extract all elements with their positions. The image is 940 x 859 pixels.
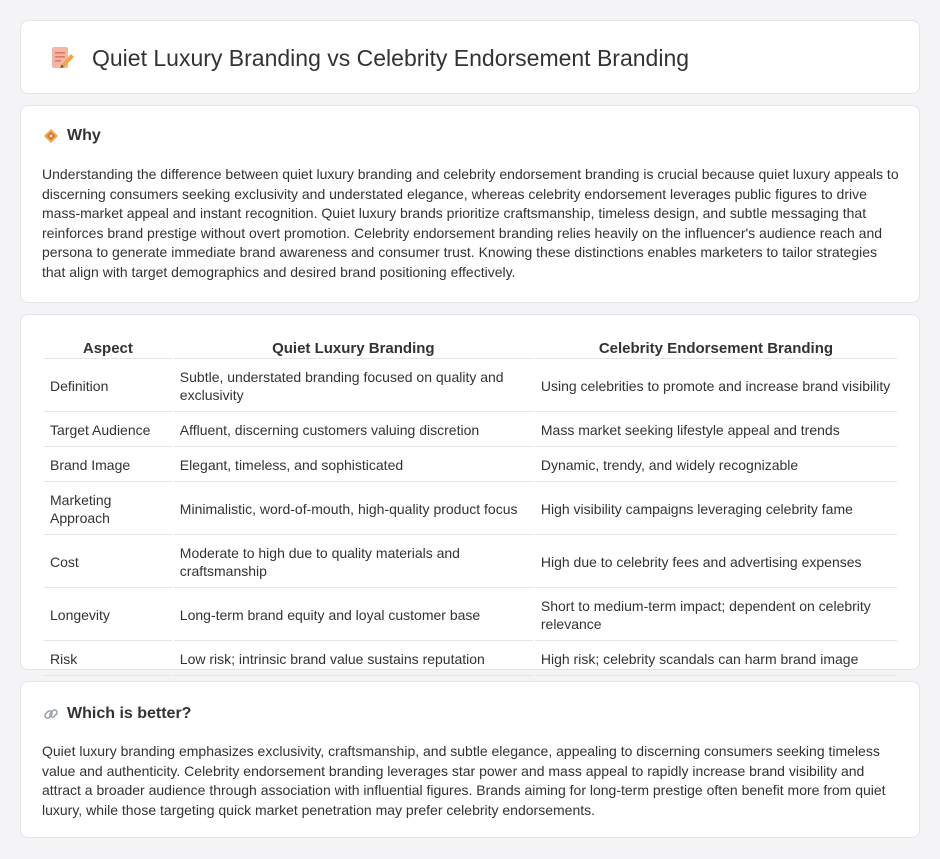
- celebrity-cell: Mass market seeking lifestyle appeal and trends: [535, 414, 897, 447]
- celebrity-cell: Using celebrities to promote and increase brand visibility: [535, 361, 897, 412]
- comparison-section: [20, 314, 920, 670]
- quiet-luxury-cell: Long-term brand equity and loyal customer base: [174, 590, 533, 641]
- diamond-icon: [43, 128, 59, 144]
- better-title: Which is better?: [67, 705, 192, 722]
- header-aspect: Aspect: [44, 337, 172, 359]
- comparison-table: [42, 335, 899, 678]
- quiet-luxury-cell: Minimalistic, word-of-mouth, high-quality product focus: [174, 484, 533, 535]
- table-row: [44, 361, 897, 412]
- which-is-better-section: [20, 681, 920, 838]
- page-title: Quiet Luxury Branding vs Celebrity Endorsement Branding: [92, 45, 690, 71]
- why-text: Understanding the difference between quiet luxury branding and celebrity endorsement branding is crucial because quiet luxury appeals to discerning consumers seeking exclusivity and understated elegance, whereas celebrity endorsement leverages public figures to drive mass-market appeal and instant recognition. Quiet luxury brands prioritize craftsmanship, timeless design, and subtle messaging that reinforces brand prestige without overt promotion. Celebrity endorsement branding relies heavily on the influencer's audience reach and persona to generate immediate brand awareness and consumer trust. Knowing these distinctions enables marketers to tailor strategies that align with target demographics and desired brand positioning effectively.: [42, 166, 899, 280]
- celebrity-cell: High risk; celebrity scandals can harm brand image: [535, 643, 897, 676]
- document-pencil-icon: [49, 45, 75, 71]
- table-row: [44, 590, 897, 641]
- link-icon: [43, 706, 59, 722]
- aspect-cell: Longevity: [44, 590, 172, 641]
- aspect-cell: Cost: [44, 537, 172, 588]
- table-row: [44, 537, 897, 588]
- aspect-cell: Target Audience: [44, 414, 172, 447]
- why-section: [20, 105, 920, 303]
- quiet-luxury-cell: Subtle, understated branding focused on quality and exclusivity: [174, 361, 533, 412]
- table-header-row: [44, 337, 897, 359]
- table-row: [44, 414, 897, 447]
- quiet-luxury-cell: Elegant, timeless, and sophisticated: [174, 449, 533, 482]
- header-quiet-luxury: Quiet Luxury Branding: [174, 337, 533, 359]
- celebrity-cell: High visibility campaigns leveraging celebrity fame: [535, 484, 897, 535]
- aspect-cell: Brand Image: [44, 449, 172, 482]
- why-title: Why: [67, 127, 101, 144]
- better-text: Quiet luxury branding emphasizes exclusivity, craftsmanship, and subtle elegance, appealing to discerning consumers seeking timeless value and authenticity. Celebrity endorsement branding leverages star power and mass appeal to rapidly increase brand visibility and attract a broader audience through association with influential figures. Brands aiming for long-term prestige often benefit more from quiet luxury, while those targeting quick market penetration may prefer celebrity endorsements.: [42, 743, 886, 818]
- table-row: [44, 643, 897, 676]
- celebrity-cell: Dynamic, trendy, and widely recognizable: [535, 449, 897, 482]
- celebrity-cell: High due to celebrity fees and advertising expenses: [535, 537, 897, 588]
- header-card: [20, 20, 920, 94]
- table-row: [44, 484, 897, 535]
- celebrity-cell: Short to medium-term impact; dependent on celebrity relevance: [535, 590, 897, 641]
- aspect-cell: Marketing Approach: [44, 484, 172, 535]
- table-row: [44, 449, 897, 482]
- quiet-luxury-cell: Affluent, discerning customers valuing discretion: [174, 414, 533, 447]
- aspect-cell: Risk: [44, 643, 172, 676]
- better-heading: [43, 705, 191, 723]
- why-heading: [43, 127, 101, 145]
- aspect-cell: Definition: [44, 361, 172, 412]
- header-celebrity-endorsement: Celebrity Endorsement Branding: [535, 337, 897, 359]
- quiet-luxury-cell: Low risk; intrinsic brand value sustains reputation: [174, 643, 533, 676]
- quiet-luxury-cell: Moderate to high due to quality materials and craftsmanship: [174, 537, 533, 588]
